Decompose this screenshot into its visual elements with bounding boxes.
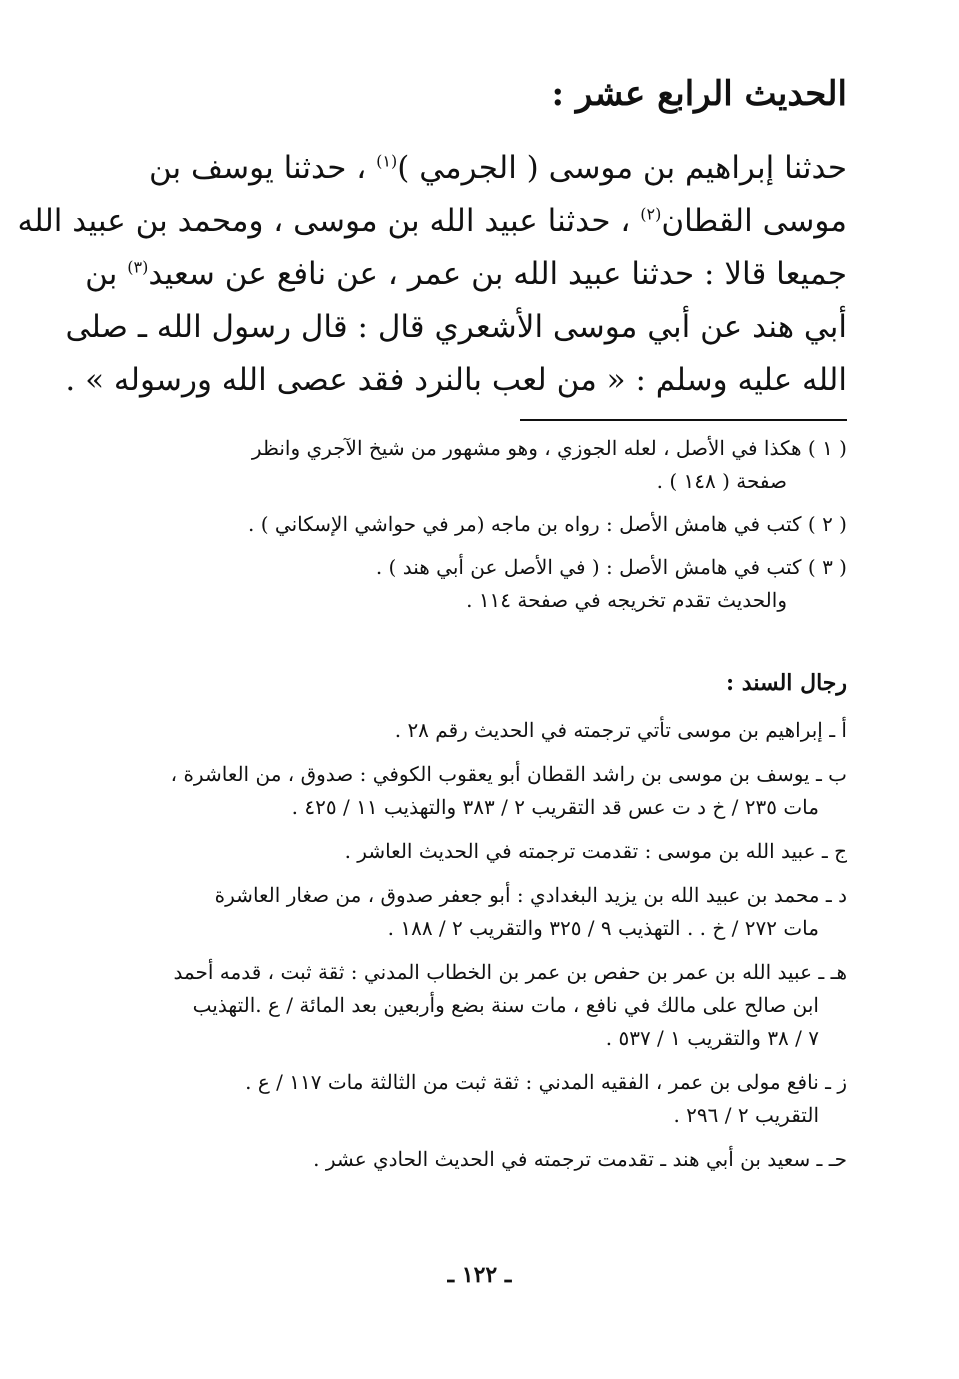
narrator-line: مات ٢٣٥ / خ د ت عس قد التقريب ٢ / ٣٨٣ والتهذيب ١١ / ٤٢٥ .	[291, 795, 819, 819]
narrators-section-title: رجال السند :	[726, 670, 847, 696]
footnote-marker: (١)	[376, 151, 398, 171]
hadith-line-text: الله عليه وسلم : « من لعب بالنرد فقد عصى الله ورسوله » .	[65, 362, 847, 398]
narrator-line: هـ ـ عبيد الله بن عمر بن حفص بن عمر بن الخطاب المدني : ثقة ثبت ، قدمه أحمد	[173, 960, 847, 984]
hadith-line-text: حدثنا إبراهيم بن موسى ( الجرمي )	[397, 150, 847, 186]
narrator-entry	[127, 1143, 847, 1176]
footnote-line: ( ١ ) هكذا في الأصل ، لعله الجوزي ، وهو مشهور من شيخ الآجري وانظر	[251, 436, 847, 460]
footnote-line: والحديث تقدم تخريجه في صفحة ١١٤ .	[466, 588, 787, 612]
footnotes	[127, 432, 847, 627]
narrator-entry	[127, 835, 847, 868]
footnote-divider	[520, 419, 847, 421]
narrator-line: مات ٢٧٢ / خ . . التهذيب ٩ / ٣٢٥ والتقريب ٢ / ١٨٨ .	[387, 916, 819, 940]
narrator-entry	[127, 879, 847, 945]
narrator-line: ج ـ عبيد الله بن موسى : تقدمت ترجمته في الحديث العاشر .	[344, 839, 847, 863]
footnote-line: صفحة ( ١٤٨ ) .	[656, 469, 787, 493]
hadith-line	[17, 195, 847, 248]
narrator-entry	[127, 956, 847, 1055]
hadith-heading: الحديث الرابع عشر :	[551, 74, 847, 114]
hadith-line-text: ، حدثنا عبيد الله بن موسى ، ومحمد بن عبيد الله	[17, 203, 641, 239]
narrator-line: ز ـ نافع مولى بن عمر ، الفقيه المدني : ثقة ثبت من الثالثة مات ١١٧ / ع .	[245, 1070, 847, 1094]
hadith-line-text: أبي هند عن أبي موسى الأشعري قال : قال رسول الله ـ صلى	[65, 309, 847, 345]
footnote-3	[127, 551, 847, 617]
footnote-line: ( ٢ ) كتب في هامش الأصل : رواه بن ماجه (مر في حواشي الإسكاني ) .	[248, 512, 847, 536]
hadith-line-text: جميعا قالا : حدثنا عبيد الله بن عمر ، عن نافع عن سعيد	[148, 256, 847, 292]
page-number: ـ ١٢٢ ـ	[447, 1262, 512, 1288]
narrators-list	[127, 714, 847, 1187]
narrator-line: ٧ / ٣٨ والتقريب ١ / ٥٣٧ .	[605, 1026, 819, 1050]
footnote-line: ( ٣ ) كتب في هامش الأصل : ( في الأصل عن أبي هند ) .	[375, 555, 847, 579]
footnote-marker: (٢)	[640, 204, 662, 224]
narrator-line: ابن صالح على مالك في نافع ، مات سنة بضع وأربعين بعد المائة / ع .التهذيب	[192, 993, 819, 1017]
hadith-line	[85, 248, 847, 301]
hadith-line	[65, 354, 847, 407]
footnote-1	[127, 432, 847, 498]
narrator-line: د ـ محمد بن عبيد الله بن يزيد البغدادي : أبو جعفر صدوق ، من صغار العاشرة	[214, 883, 847, 907]
hadith-line-text: بن	[85, 256, 128, 292]
narrator-entry	[127, 758, 847, 824]
narrator-entry	[127, 1066, 847, 1132]
narrator-line: ب ـ يوسف بن موسى بن راشد القطان أبو يعقوب الكوفي : صدوق ، من العاشرة ،	[170, 762, 847, 786]
hadith-text	[17, 142, 847, 407]
footnote-marker: (٣)	[127, 257, 149, 277]
narrator-line: حـ ـ سعيد بن أبي هند ـ تقدمت ترجمته في الحديث الحادي عشر .	[313, 1147, 847, 1171]
narrator-line: أ ـ إبراهيم بن موسى تأتي ترجمته في الحديث رقم ٢٨ .	[394, 718, 847, 742]
hadith-line	[135, 142, 847, 195]
narrator-line: التقريب ٢ / ٢٩٦ .	[673, 1103, 819, 1127]
footnote-2	[127, 508, 847, 541]
narrator-entry	[127, 714, 847, 747]
hadith-line-text: موسى القطان	[661, 203, 847, 239]
hadith-line	[65, 301, 847, 354]
hadith-line-text: ، حدثنا يوسف بن	[148, 150, 377, 186]
